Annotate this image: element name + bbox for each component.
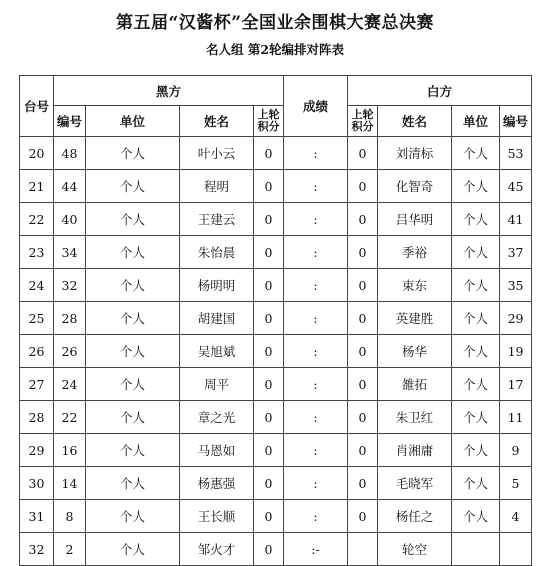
cell-black-name: 邹火才 <box>180 533 254 566</box>
header-white: 白方 <box>348 76 532 106</box>
cell-white-unit: 个人 <box>452 203 500 236</box>
cell-white-number: 35 <box>500 269 532 302</box>
cell-white-name: 雒拓 <box>378 368 452 401</box>
cell-black-number: 22 <box>54 401 86 434</box>
cell-white-unit <box>452 533 500 566</box>
cell-black-unit: 个人 <box>86 533 180 566</box>
cell-black-prev-score: 0 <box>254 269 284 302</box>
cell-black-number: 34 <box>54 236 86 269</box>
cell-white-name: 吕华明 <box>378 203 452 236</box>
cell-white-name: 化智奇 <box>378 170 452 203</box>
cell-table-no: 29 <box>20 434 54 467</box>
cell-black-name: 叶小云 <box>180 137 254 170</box>
page-subtitle: 名人组 第2轮编排对阵表 <box>205 42 345 57</box>
table-row <box>20 533 532 566</box>
cell-table-no: 24 <box>20 269 54 302</box>
cell-white-unit: 个人 <box>452 500 500 533</box>
cell-white-name: 毛晓军 <box>378 467 452 500</box>
cell-white-name: 束东 <box>378 269 452 302</box>
cell-white-unit: 个人 <box>452 434 500 467</box>
cell-black-prev-score: 0 <box>254 533 284 566</box>
cell-result: : <box>284 401 348 434</box>
header-white-unit: 单位 <box>452 106 500 137</box>
cell-white-unit: 个人 <box>452 467 500 500</box>
cell-white-name: 季裕 <box>378 236 452 269</box>
cell-white-prev-score: 0 <box>348 137 378 170</box>
header-black-name: 姓名 <box>180 106 254 137</box>
cell-black-name: 周平 <box>180 368 254 401</box>
cell-black-prev-score: 0 <box>254 500 284 533</box>
header-black: 黑方 <box>54 76 284 106</box>
cell-white-name: 朱卫红 <box>378 401 452 434</box>
cell-black-unit: 个人 <box>86 170 180 203</box>
cell-white-name: 杨华 <box>378 335 452 368</box>
cell-black-unit: 个人 <box>86 302 180 335</box>
cell-black-number: 16 <box>54 434 86 467</box>
cell-black-number: 44 <box>54 170 86 203</box>
cell-white-prev-score: 0 <box>348 203 378 236</box>
cell-result: : <box>284 236 348 269</box>
cell-table-no: 26 <box>20 335 54 368</box>
cell-result: : <box>284 434 348 467</box>
cell-table-no: 25 <box>20 302 54 335</box>
cell-result: : <box>284 302 348 335</box>
cell-white-unit: 个人 <box>452 137 500 170</box>
cell-result: : <box>284 137 348 170</box>
cell-result: :- <box>284 533 348 566</box>
cell-black-name: 王建云 <box>180 203 254 236</box>
cell-white-prev-score: 0 <box>348 434 378 467</box>
cell-black-name: 胡建国 <box>180 302 254 335</box>
table-row <box>20 137 532 170</box>
cell-white-number: 37 <box>500 236 532 269</box>
cell-result: : <box>284 335 348 368</box>
cell-white-prev-score: 0 <box>348 269 378 302</box>
cell-black-number: 32 <box>54 269 86 302</box>
cell-black-name: 程明 <box>180 170 254 203</box>
cell-table-no: 28 <box>20 401 54 434</box>
cell-black-name: 马恩如 <box>180 434 254 467</box>
cell-black-number: 14 <box>54 467 86 500</box>
cell-black-unit: 个人 <box>86 434 180 467</box>
cell-white-name: 英建胜 <box>378 302 452 335</box>
cell-black-unit: 个人 <box>86 401 180 434</box>
table-row <box>20 236 532 269</box>
cell-white-number: 29 <box>500 302 532 335</box>
cell-black-unit: 个人 <box>86 368 180 401</box>
cell-black-name: 杨明明 <box>180 269 254 302</box>
cell-result: : <box>284 467 348 500</box>
table-row <box>20 467 532 500</box>
table-row <box>20 500 532 533</box>
cell-white-prev-score: 0 <box>348 368 378 401</box>
cell-black-number: 48 <box>54 137 86 170</box>
cell-black-unit: 个人 <box>86 467 180 500</box>
cell-white-number: 4 <box>500 500 532 533</box>
cell-black-prev-score: 0 <box>254 335 284 368</box>
cell-black-name: 王长顺 <box>180 500 254 533</box>
cell-black-name: 朱怡晨 <box>180 236 254 269</box>
header-white-number: 编号 <box>500 106 532 137</box>
cell-black-unit: 个人 <box>86 269 180 302</box>
cell-black-number: 8 <box>54 500 86 533</box>
cell-white-number: 53 <box>500 137 532 170</box>
cell-white-prev-score: 0 <box>348 500 378 533</box>
cell-black-prev-score: 0 <box>254 302 284 335</box>
table-row <box>20 434 532 467</box>
cell-white-number: 19 <box>500 335 532 368</box>
cell-white-name: 刘清标 <box>378 137 452 170</box>
cell-black-prev-score: 0 <box>254 368 284 401</box>
cell-black-name: 杨惠强 <box>180 467 254 500</box>
table-row <box>20 170 532 203</box>
cell-result: : <box>284 170 348 203</box>
cell-black-unit: 个人 <box>86 203 180 236</box>
header-result: 成绩 <box>284 76 348 137</box>
cell-black-number: 28 <box>54 302 86 335</box>
cell-result: : <box>284 368 348 401</box>
cell-table-no: 22 <box>20 203 54 236</box>
cell-black-prev-score: 0 <box>254 137 284 170</box>
cell-white-prev-score <box>348 533 378 566</box>
table-row <box>20 401 532 434</box>
table-row <box>20 302 532 335</box>
header-black-unit: 单位 <box>86 106 180 137</box>
cell-black-prev-score: 0 <box>254 170 284 203</box>
cell-white-prev-score: 0 <box>348 302 378 335</box>
table-row <box>20 335 532 368</box>
cell-black-prev-score: 0 <box>254 467 284 500</box>
cell-black-prev-score: 0 <box>254 401 284 434</box>
cell-white-name: 肖湘庸 <box>378 434 452 467</box>
table-row <box>20 368 532 401</box>
header-white-name: 姓名 <box>378 106 452 137</box>
cell-white-number: 45 <box>500 170 532 203</box>
cell-table-no: 31 <box>20 500 54 533</box>
cell-table-no: 21 <box>20 170 54 203</box>
cell-result: : <box>284 203 348 236</box>
cell-white-name: 轮空 <box>378 533 452 566</box>
cell-white-number: 11 <box>500 401 532 434</box>
cell-black-unit: 个人 <box>86 500 180 533</box>
cell-white-unit: 个人 <box>452 236 500 269</box>
header-white-prev-score: 上轮积分 <box>348 106 378 137</box>
cell-white-prev-score: 0 <box>348 170 378 203</box>
header-black-prev-score: 上轮积分 <box>254 106 284 137</box>
cell-white-unit: 个人 <box>452 335 500 368</box>
cell-table-no: 27 <box>20 368 54 401</box>
cell-black-number: 40 <box>54 203 86 236</box>
cell-white-prev-score: 0 <box>348 467 378 500</box>
cell-white-number: 9 <box>500 434 532 467</box>
cell-white-unit: 个人 <box>452 401 500 434</box>
cell-result: : <box>284 269 348 302</box>
cell-black-prev-score: 0 <box>254 203 284 236</box>
cell-result: : <box>284 500 348 533</box>
cell-white-name: 杨任之 <box>378 500 452 533</box>
cell-white-prev-score: 0 <box>348 401 378 434</box>
header-table-no: 台号 <box>20 76 54 137</box>
cell-table-no: 30 <box>20 467 54 500</box>
cell-black-name: 章之光 <box>180 401 254 434</box>
cell-table-no: 32 <box>20 533 54 566</box>
cell-table-no: 20 <box>20 137 54 170</box>
table-row <box>20 203 532 236</box>
cell-white-unit: 个人 <box>452 302 500 335</box>
cell-black-prev-score: 0 <box>254 434 284 467</box>
table-row <box>20 269 532 302</box>
page-title: 第五届“汉酱杯”全国业余围棋大赛总决赛 <box>115 13 435 33</box>
cell-black-unit: 个人 <box>86 236 180 269</box>
cell-black-number: 2 <box>54 533 86 566</box>
cell-black-number: 26 <box>54 335 86 368</box>
cell-white-prev-score: 0 <box>348 236 378 269</box>
cell-white-unit: 个人 <box>452 368 500 401</box>
cell-black-unit: 个人 <box>86 335 180 368</box>
cell-white-unit: 个人 <box>452 170 500 203</box>
cell-table-no: 23 <box>20 236 54 269</box>
cell-black-name: 吴旭斌 <box>180 335 254 368</box>
cell-white-number <box>500 533 532 566</box>
cell-white-number: 41 <box>500 203 532 236</box>
cell-white-number: 17 <box>500 368 532 401</box>
cell-black-unit: 个人 <box>86 137 180 170</box>
cell-white-unit: 个人 <box>452 269 500 302</box>
header-black-number: 编号 <box>54 106 86 137</box>
cell-white-number: 5 <box>500 467 532 500</box>
cell-white-prev-score: 0 <box>348 335 378 368</box>
cell-black-number: 24 <box>54 368 86 401</box>
pairing-table <box>19 75 532 566</box>
cell-black-prev-score: 0 <box>254 236 284 269</box>
